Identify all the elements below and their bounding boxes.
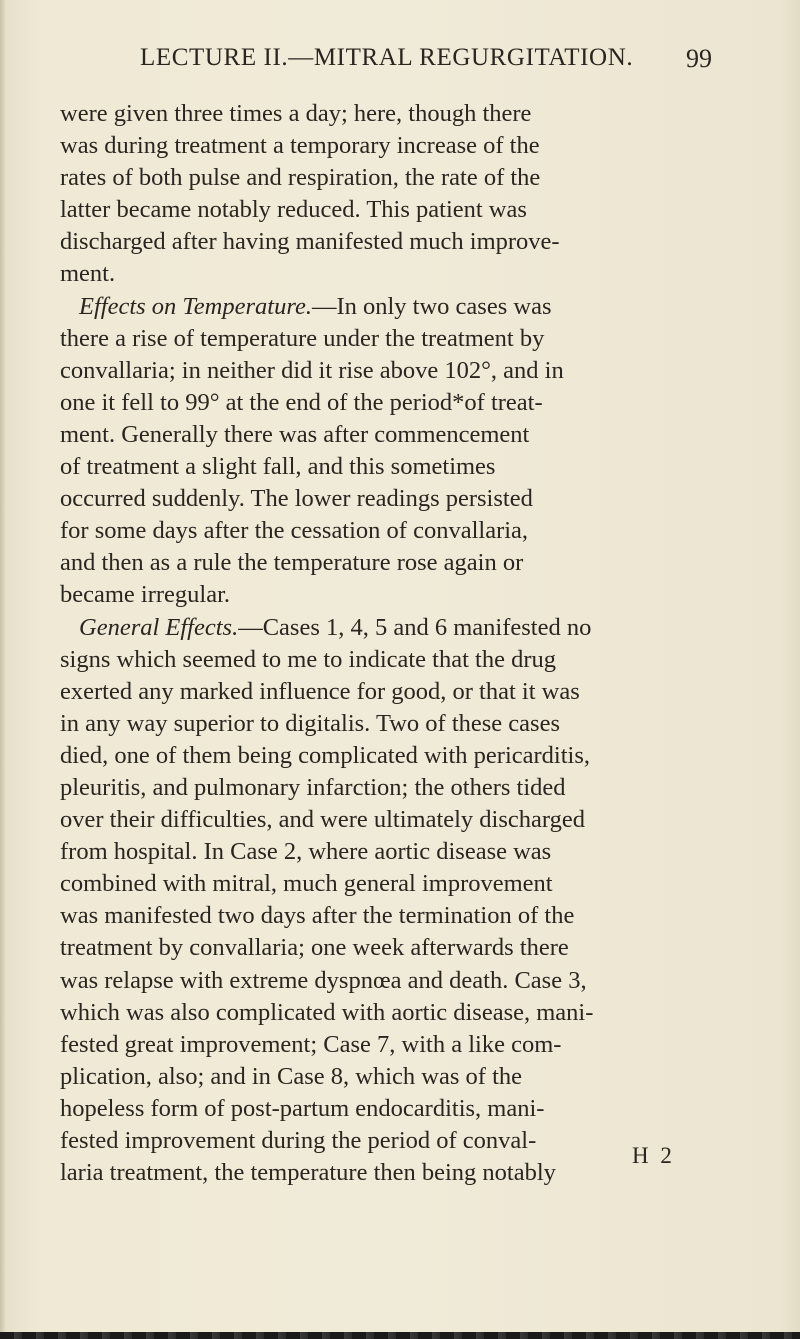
text-line: became irregular. — [60, 581, 231, 609]
text-line — [60, 291, 720, 323]
paragraph — [60, 98, 720, 291]
text-line: treatment by convallaria; one week afterwards there — [60, 934, 569, 962]
page-number: 99 — [686, 44, 712, 73]
text-line: died, one of them being complicated with pericarditis, — [60, 741, 590, 769]
text-line: there a rise of temperature under the treatment by — [60, 324, 545, 352]
text-line: signs which seemed to me to indicate that the drug — [60, 645, 557, 673]
text-run: —In only two cases was — [311, 292, 552, 320]
text-line — [60, 612, 720, 644]
text-line: one it fell to 99° at the end of the period*of treat- — [60, 388, 543, 416]
text-line: laria treatment, the temperature then being notably — [60, 1159, 556, 1187]
text-line: ment. Generally there was after commencement — [60, 420, 530, 448]
text-line: from hospital. In Case 2, where aortic disease was — [60, 838, 552, 866]
text-line: exerted any marked influence for good, or that it was — [60, 677, 580, 705]
page-header — [0, 44, 800, 80]
text-line: were given three times a day; here, though there — [60, 100, 532, 127]
section-heading: General Effects. — [79, 613, 239, 641]
text-line: which was also complicated with aortic disease, mani- — [60, 998, 594, 1026]
text-line: plication, also; and in Case 8, which was of the — [60, 1062, 522, 1090]
text-line: was relapse with extreme dyspnœa and death. Case 3, — [60, 966, 587, 994]
page-bottom-edge — [0, 1332, 800, 1339]
paragraph — [60, 291, 720, 612]
running-head: LECTURE II.—MITRAL REGURGITATION. — [140, 44, 634, 71]
text-line: was during treatment a temporary increase of the — [60, 132, 540, 160]
signature-mark: H 2 — [632, 1143, 675, 1168]
text-line: and then as a rule the temperature rose again or — [60, 549, 524, 577]
text-line: latter became notably reduced. This patient was — [60, 196, 527, 224]
text-line: fested great improvement; Case 7, with a like com- — [60, 1030, 562, 1058]
body-text — [60, 98, 720, 1189]
text-line: pleuritis, and pulmonary infarction; the others tided — [60, 773, 566, 801]
text-line: in any way superior to digitalis. Two of these cases — [60, 709, 560, 737]
text-line: fested improvement during the period of conval- — [60, 1127, 537, 1154]
text-line: ment. — [60, 260, 116, 288]
text-line: occurred suddenly. The lower readings persisted — [60, 485, 533, 513]
text-line: was manifested two days after the termination of the — [60, 902, 575, 930]
text-run: —Cases 1, 4, 5 and 6 manifested no — [238, 613, 592, 641]
text-line: convallaria; in neither did it rise above 102°, and in — [60, 356, 564, 384]
paragraph — [60, 612, 720, 1190]
text-line: discharged after having manifested much improve- — [60, 228, 560, 256]
text-line: over their difficulties, and were ultimately discharged — [60, 806, 585, 834]
text-line: combined with mitral, much general improvement — [60, 870, 553, 898]
text-line: rates of both pulse and respiration, the rate of the — [60, 164, 541, 192]
text-line: hopeless form of post-partum endocarditis, mani- — [60, 1094, 545, 1122]
text-line: for some days after the cessation of convallaria, — [60, 517, 529, 545]
text-line: of treatment a slight fall, and this sometimes — [60, 453, 496, 481]
page-gutter-shadow — [0, 0, 6, 1339]
section-heading: Effects on Temperature. — [79, 292, 312, 320]
